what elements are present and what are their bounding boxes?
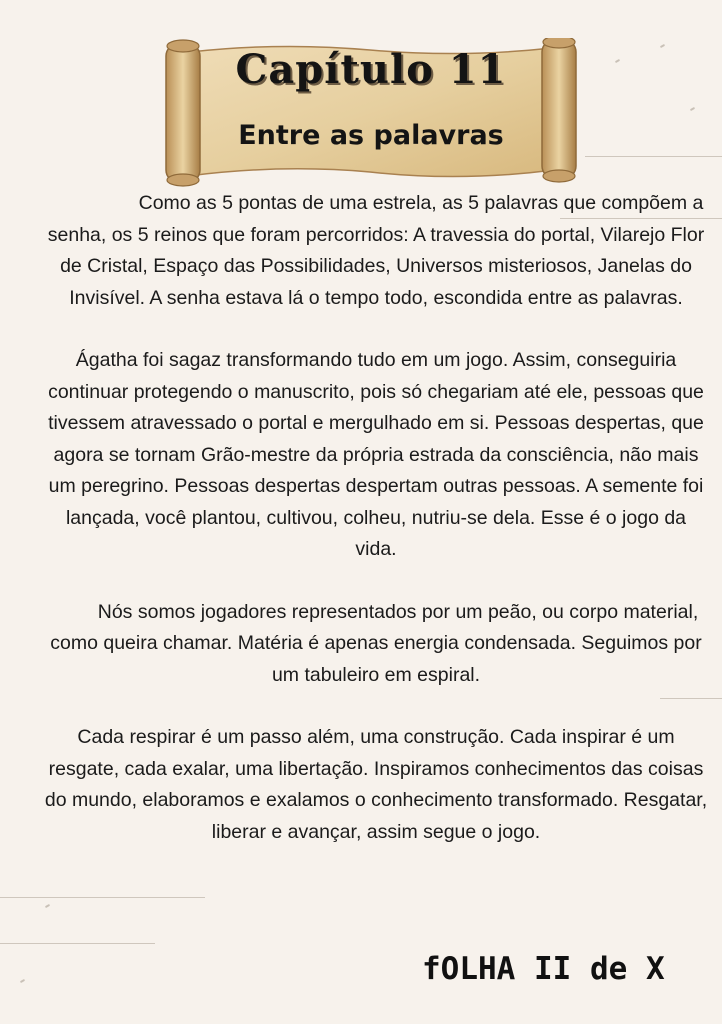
decorative-speck [20,979,25,983]
chapter-title: Capítulo 11 [235,46,507,93]
decorative-line [0,943,155,944]
decorative-speck [690,107,695,111]
decorative-line [585,156,722,157]
decorative-line [0,897,205,898]
paragraph-4: Cada respirar é um passo além, uma construção. Cada inspirar é um resgate, cada exalar, uma libertação. Inspiramos conhecimentos das coisas do mundo, elaboramos e exalamos o conhecimento transformado. Resgatar, liberar e avançar, assim segue o jogo. [44,726,708,843]
decorative-speck [660,44,665,48]
chapter-subtitle: Entre as palavras [238,120,504,151]
paragraph-3: Nós somos jogadores representados por um peão, ou corpo material, como queira chamar. Matéria é apenas energia condensada. Seguimos por um tabuleiro em espiral. [50,600,702,686]
decorative-speck [45,904,50,908]
decorative-speck [615,59,620,63]
scroll-banner [160,38,582,188]
chapter-body [44,188,708,879]
paragraph-2: Ágatha foi sagaz transformando tudo em um jogo. Assim, conseguiria continuar protegendo o manuscrito, pois só chegariam até ele, pessoas que tivessem atravessado o portal e mergulhado em si. Pessoas despertas, que agora se tornam Grão-mestre da própria estrada da consciência, não mais um peregrino. Pessoas despertas despertam outras pessoas. A semente foi lançada, você plantou, cultivou, colheu, nutriu-se dela. Esse é o jogo da vida. [48,349,704,560]
paragraph-1: Como as 5 pontas de uma estrela, as 5 palavras que compõem a senha, os 5 reinos que foram percorridos: A travessia do portal, Vilarejo Flor de Cristal, Espaço das Possibilidades, Universos misteriosos, Janelas do Invisível. A senha estava lá o tempo todo, escondida entre as palavras. [47,192,705,309]
page-label: fOLHA II de X [422,951,665,987]
